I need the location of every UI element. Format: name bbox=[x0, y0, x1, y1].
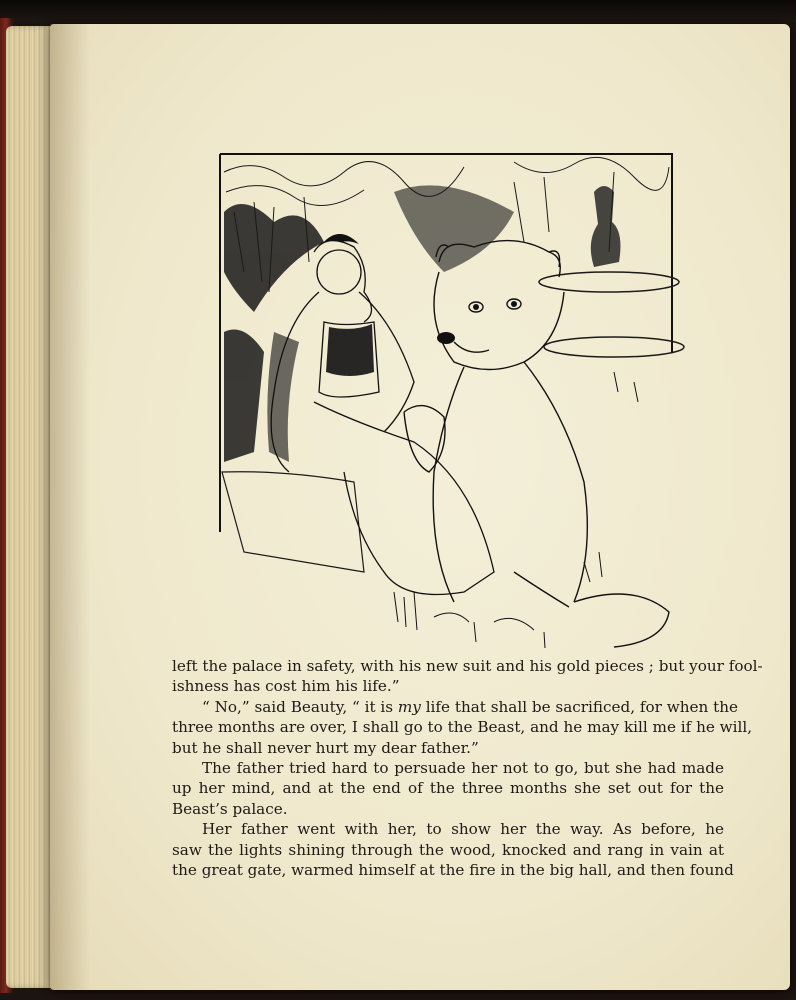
scan-background bbox=[0, 0, 796, 22]
text-line-10: saw the lights shining through the wood, knocked and rang in vain at bbox=[172, 840, 724, 859]
emphasis-my: my bbox=[397, 697, 421, 716]
text-line-1: left the palace in safety, with his new suit and his gold pieces ; but your fool- bbox=[172, 657, 763, 675]
text-line-6: The father tried hard to persuade her not to go, but she had made bbox=[202, 759, 724, 778]
text-line-9: Her father went with her, to show her the way. As before, he bbox=[202, 820, 724, 839]
beauty-and-beast-illustration bbox=[214, 152, 688, 648]
text-line-3-end: life that shall be sacrificed, for when the bbox=[425, 697, 738, 716]
text-line-5: but he shall never hurt my dear father.” bbox=[172, 738, 479, 757]
text-line-2: ishness has cost him his life.” bbox=[172, 677, 400, 696]
story-text bbox=[172, 656, 763, 880]
text-line-3 bbox=[172, 697, 738, 717]
text-line-3-start: “ No,” said Beauty, “ it is bbox=[202, 697, 394, 716]
text-line-8: Beast’s palace. bbox=[172, 799, 288, 818]
text-line-11: the great gate, warmed himself at the fire in the big hall, and then found bbox=[172, 861, 734, 880]
text-line-7: up her mind, and at the end of the three months she set out for the bbox=[172, 779, 724, 798]
text-line-4: three months are over, I shall go to the Beast, and he may kill me if he will, bbox=[172, 718, 753, 737]
